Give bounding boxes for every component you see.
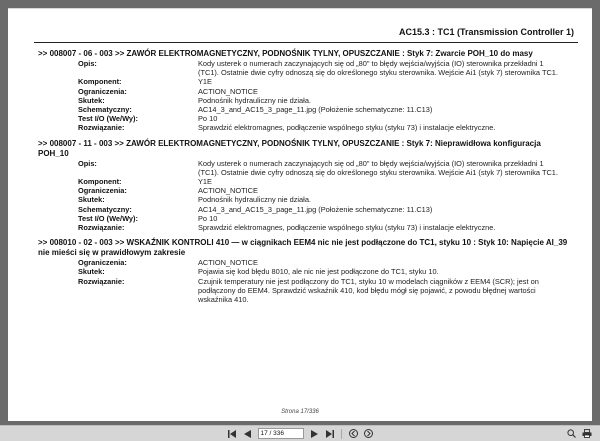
field-row (38, 277, 568, 305)
field-label: Ograniczenia: (78, 186, 127, 196)
field-value: ACTION_NOTICE (198, 186, 258, 196)
field-label: Komponent: (78, 177, 122, 187)
fault-title: >> 008007 - 11 - 003 >> ZAWÓR ELEKTROMAGNETYCZNY, PODNOŚNIK TYLNY, OPUSZCZANIE : Styk 7: Nieprawidłowa konfiguracja POH_10 (38, 138, 541, 158)
zoom-icon[interactable] (566, 428, 577, 439)
field-value: Czujnik temperatury nie jest podłączony do TC1, styku 10 w modelach ciągników z EEM4 (SCR); jest on podłączony do EEM4. Sprawdzić wskaźnik 410, kod błędu mógł się pojawić, z powodu błędnej wartości wskaźnika 410. (198, 276, 539, 305)
document-page (8, 8, 592, 421)
field-row (38, 223, 568, 232)
field-value: Kody usterek o numerach zaczynających się od „80" to błędy wejścia/wyjścia (IO) sterownika przekładni 1 (TC1). Ostatnie dwie cyfry odnoszą się do określonego styku sterownika. Wejście Ai1 (styk 7) sterownika TC1. (198, 158, 558, 177)
field-value: Y1E (198, 77, 212, 87)
toolbar-right-group (564, 428, 594, 439)
field-value: Po 10 (198, 213, 218, 223)
document-header-title: AC15.3 : TC1 (Transmission Controller 1) (398, 27, 574, 37)
field-value: Sprawdzić elektromagnes, podłączenie wspólnego styku (styku 73) i instalacje elektryczne. (198, 223, 496, 233)
field-value: Podnośnik hydrauliczny nie działa. (198, 95, 311, 105)
header-divider (34, 42, 578, 43)
field-row (38, 87, 568, 96)
page-number: Strona 17/336 (281, 409, 319, 415)
fault-section (38, 238, 568, 304)
field-row (38, 159, 568, 177)
field-row (38, 258, 568, 267)
field-label: Skutek: (78, 95, 105, 105)
field-value: Kody usterek o numerach zaczynających się od „80" to błędy wejścia/wyjścia (IO) sterownika przekładni 1 (TC1). Ostatnie dwie cyfry odnoszą się do określonego styku sterownika. Wejście Ai1 (styk 7) sterownika TC1. (198, 59, 558, 78)
fault-title: >> 008007 - 06 - 003 >> ZAWÓR ELEKTROMAGNETYCZNY, PODNOŚNIK TYLNY, OPUSZCZANIE : Styk 7: Zwarcie POH_10 do masy (38, 49, 533, 58)
field-row (38, 186, 568, 195)
field-label: Schematyczny: (78, 105, 132, 115)
field-value: ACTION_NOTICE (198, 258, 258, 268)
field-label: Skutek: (78, 267, 105, 277)
fault-section (38, 139, 568, 233)
first-page-icon[interactable] (227, 428, 238, 439)
toolbar-separator (341, 429, 342, 439)
field-label: Komponent: (78, 77, 122, 87)
next-page-icon[interactable] (309, 428, 320, 439)
field-value: AC14_3_and_AC15_3_page_11.jpg (Położenie schematyczne: 11.C13) (198, 105, 433, 115)
field-value: ACTION_NOTICE (198, 86, 258, 96)
field-label: Opis: (78, 158, 97, 168)
back-icon[interactable] (348, 428, 359, 439)
field-value: Podnośnik hydrauliczny nie działa. (198, 195, 311, 205)
field-value: AC14_3_and_AC15_3_page_11.jpg (Położenie schematyczne: 11.C13) (198, 204, 433, 214)
field-label: Ograniczenia: (78, 258, 127, 268)
document-content (38, 49, 568, 310)
field-row (38, 214, 568, 223)
field-row (38, 123, 568, 132)
print-icon[interactable] (581, 428, 592, 439)
field-label: Schematyczny: (78, 204, 132, 214)
field-label: Rozwiązanie: (78, 276, 125, 286)
field-row (38, 59, 568, 77)
fault-section (38, 49, 568, 133)
field-row (38, 105, 568, 114)
field-row (38, 267, 568, 276)
field-value: Y1E (198, 177, 212, 187)
field-label: Rozwiązanie: (78, 223, 125, 233)
field-row (38, 96, 568, 105)
field-label: Skutek: (78, 195, 105, 205)
field-label: Opis: (78, 59, 97, 68)
last-page-icon[interactable] (324, 428, 335, 439)
prev-page-icon[interactable] (242, 428, 253, 439)
field-row (38, 205, 568, 214)
field-value: Po 10 (198, 114, 218, 124)
field-label: Rozwiązanie: (78, 123, 125, 133)
viewer-toolbar (0, 425, 600, 441)
fault-title: >> 008010 - 02 - 003 >> WSKAŹNIK KONTROLI 410 — w ciągnikach EEM4 nic nie jest podłączone do TC1, styku 10 : Styk 10: Napięcie AI_39 nie mieści się w prawidłowym zakresie (38, 238, 568, 258)
field-value: Sprawdzić elektromagnes, podłączenie wspólnego styku (styku 73) i instalacje elektryczne. (198, 123, 496, 133)
forward-icon[interactable] (363, 428, 374, 439)
field-row (38, 77, 568, 86)
field-value: Pojawia się kod błędu 8010, ale nic nie jest podłączone do TC1, styku 10. (198, 267, 439, 277)
field-label: Test I/O (We/Wy): (78, 114, 138, 124)
field-row (38, 114, 568, 123)
field-label: Test I/O (We/Wy): (78, 213, 138, 223)
field-row (38, 195, 568, 204)
field-row (38, 177, 568, 186)
page-input[interactable]: 17 / 336 (258, 428, 304, 439)
field-label: Ograniczenia: (78, 86, 127, 96)
